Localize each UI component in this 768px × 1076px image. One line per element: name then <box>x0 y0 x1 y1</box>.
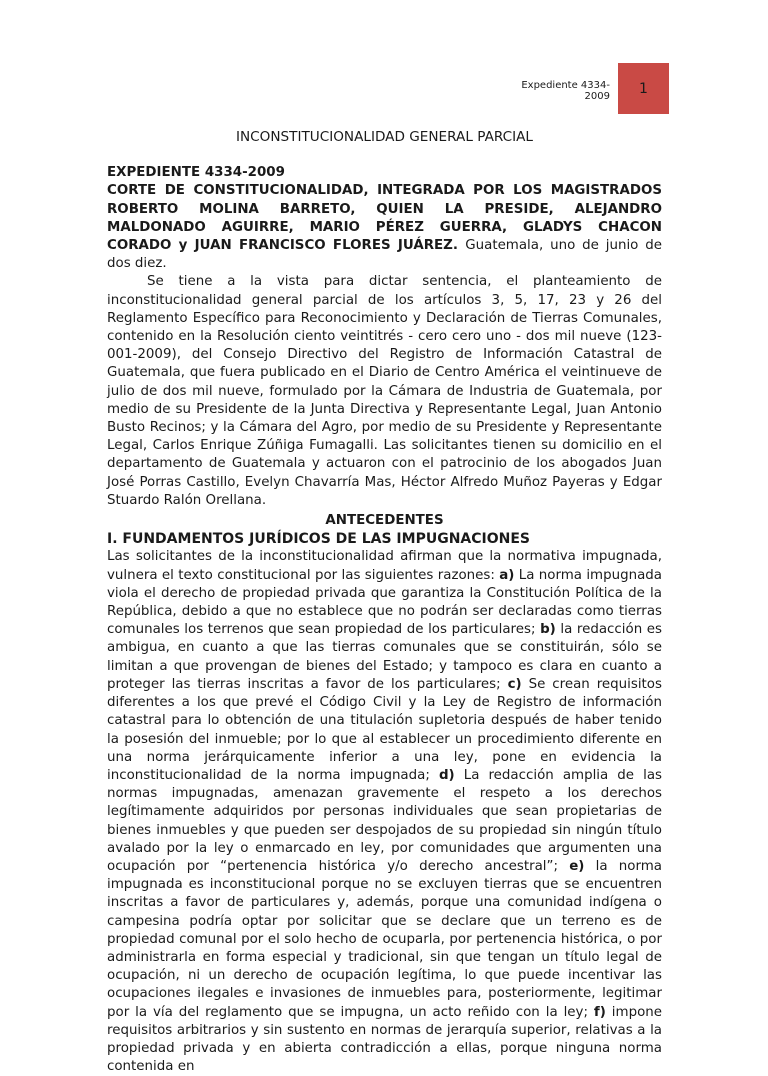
body-paragraph <box>107 548 662 1076</box>
case-number: EXPEDIENTE 4334-2009 <box>107 165 285 181</box>
item-a-label: a) <box>499 567 515 583</box>
place-date: Guatemala, uno de junio de dos diez. <box>107 238 662 272</box>
item-d-label: d) <box>438 767 455 783</box>
item-c-label: c) <box>507 676 522 692</box>
document-title: INCONSTITUCIONALIDAD GENERAL PARCIAL <box>235 129 534 145</box>
item-e-text: la norma impugnada es inconstitucional porque no se excluyen tierras que se encuentren inscritas a favor de particulares y, además, porque una comunidad indígena o campesina podría optar por solicitar que se declare que un terreno es de propiedad comunal por el solo hecho de ocuparla, por pertenencia histórica, o por administrarla en forma especial y tradicional, sin que tengan un título legal de ocupación, ni un derecho de ocupación legítima, lo que puede incentivar las ocupaciones ilegales e invasiones de inmuebles para, posteriormente, legitimar por la vía del reglamento que se impugna, un acto reñido con la ley; <box>107 858 662 1020</box>
item-c-text: Se crean requisitos diferentes a los que prevé el Código Civil y la Ley de Registro de información catastral para lo obtención de una titulación supletoria después de haber tenido la posesión del inmueble; por lo que al establecer un procedimiento diferente en una norma jerárquicamente inferior a una ley, pone en evidencia la inconstitucionalidad de la norma impugnada; <box>107 676 662 783</box>
document-content <box>107 128 662 1076</box>
header-reference: Expediente 4334-2009 <box>521 80 610 102</box>
page-number-box <box>618 63 669 114</box>
item-b-label: b) <box>540 622 556 638</box>
item-d-text: La redacción amplia de las normas impugnadas, amenazan gravemente el respeto a los derechos legítimamente adquiridos por personas individuales que sean propietarias de bienes inmuebles y que pueden ser despojados de su propiedad sin ningún título avalado por la ley o enmarcado en ley, por comunidades que argumenten una ocupación por “pertenencia histórica y/o derecho ancestral”; <box>107 767 662 874</box>
case-heading <box>107 182 662 273</box>
item-b-text: la redacción es ambigua, en cuanto a que las tierras comunales que se constituirán, sólo se limitan a que provengan de bienes del Estado; y tampoco es clara en cuanto a proteger las tierras inscritas a favor de los particulares; <box>107 622 662 692</box>
subsection-title: I. FUNDAMENTOS JURÍDICOS DE LAS IMPUGNACIONES <box>107 531 530 548</box>
body-intro: Las solicitantes de la inconstitucionalidad afirman que la normativa impugnada, vulnera el texto constitucional por las siguientes razones: <box>107 549 662 583</box>
section-title: ANTECEDENTES <box>325 513 444 529</box>
item-a-text: La norma impugnada viola el derecho de propiedad privada que garantiza la Constitución Política de la República, debido a que no establece que no podrán ser declaradas como tierras comunales los terrenos que sean propiedad de los particulares; <box>107 567 662 638</box>
court-composition: CORTE DE CONSTITUCIONALIDAD, INTEGRADA POR LOS MAGISTRADOS ROBERTO MOLINA BARRETO, QUIEN LA PRESIDE, ALEJANDRO MALDONADO AGUIRRE, MARIO PÉREZ GUERRA, GLADYS CHACON CORADO y JUAN FRANCISCO FLORES JUÁREZ. <box>107 183 662 254</box>
item-f-label: f) <box>593 1004 606 1020</box>
page-number: 1 <box>639 80 648 97</box>
item-f-text: impone requisitos arbitrarios y sin sustento en normas de jerarquía superior, relativas a la propiedad privada y en abierta contradicción a ellas, porque ninguna norma contenida en <box>107 1004 662 1075</box>
item-e-label: e) <box>569 858 585 874</box>
intro-paragraph: Se tiene a la vista para dictar sentencia, el planteamiento de inconstitucionalidad general parcial de los artículos 3, 5, 17, 23 y 26 del Reglamento Específico para Reconocimiento y Declaración de Tierras Comunales, contenido en la Resolución ciento veintitrés - cero cero uno - dos mil nueve (123-001-2009), del Consejo Directivo del Registro de Información Catastral de Guatemala, que fuera publicado en el Diario de Centro América el veintinueve de julio de dos mil nueve, formulado por la Cámara de Industria de Guatemala, por medio de su Presidente de la Junta Directiva y Representante Legal, Juan Antonio Busto Recinos; y la Cámara del Agro, por medio de su Presidente y Representante Legal, Carlos Enrique Zúñiga Fumagalli. Las solicitantes tienen su domicilio en el departamento de Guatemala y actuaron con el patrocinio de los abogados Juan José Porras Castillo, Evelyn Chavarría Mas, Héctor Alfredo Muñoz Payeras y Edgar Stuardo Ralón Orellana. <box>107 274 662 508</box>
